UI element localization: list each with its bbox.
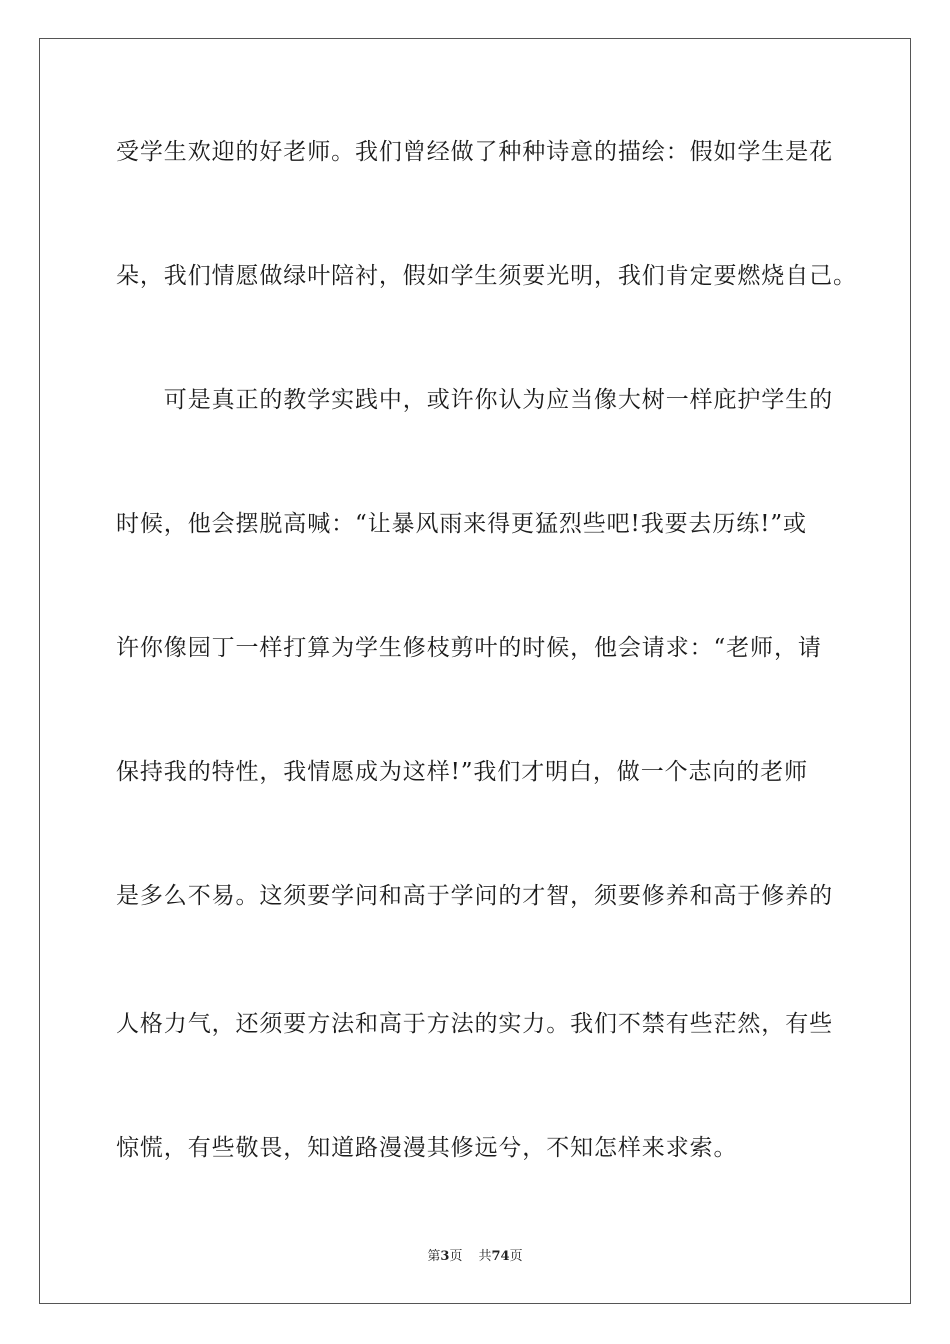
text-line-4: 时候，他会摆脱高喊：“让暴风雨来得更猛烈些吧!我要去历练!”或	[116, 511, 807, 537]
text-line-1: 受学生欢迎的好老师。我们曾经做了种种诗意的描绘：假如学生是花	[116, 139, 833, 165]
text-line-9: 惊慌，有些敬畏，知道路漫漫其修远兮，不知怎样来求索。	[116, 1135, 738, 1161]
page-number: 3	[440, 1249, 450, 1264]
text-line-2: 朵，我们情愿做绿叶陪衬，假如学生须要光明，我们肯定要燃烧自己。	[116, 263, 857, 289]
page-suffix: 页	[449, 1249, 463, 1264]
text-line-7: 是多么不易。这须要学问和高于学问的才智，须要修养和高于修养的	[116, 883, 833, 909]
total-suffix: 页	[509, 1249, 523, 1264]
total-prefix: 共	[478, 1249, 492, 1264]
page-footer	[0, 1248, 950, 1266]
total-pages: 74	[491, 1249, 510, 1264]
text-line-5: 许你像园丁一样打算为学生修枝剪叶的时候，他会请求：“老师，请	[116, 635, 822, 661]
text-line-8: 人格力气，还须要方法和高于方法的实力。我们不禁有些茫然，有些	[116, 1011, 833, 1037]
page-prefix: 第	[427, 1249, 441, 1264]
page-border	[39, 38, 911, 1304]
text-line-3: 可是真正的教学实践中，或许你认为应当像大树一样庇护学生的	[116, 387, 833, 413]
text-line-6: 保持我的特性，我情愿成为这样!”我们才明白，做一个志向的老师	[116, 759, 809, 785]
